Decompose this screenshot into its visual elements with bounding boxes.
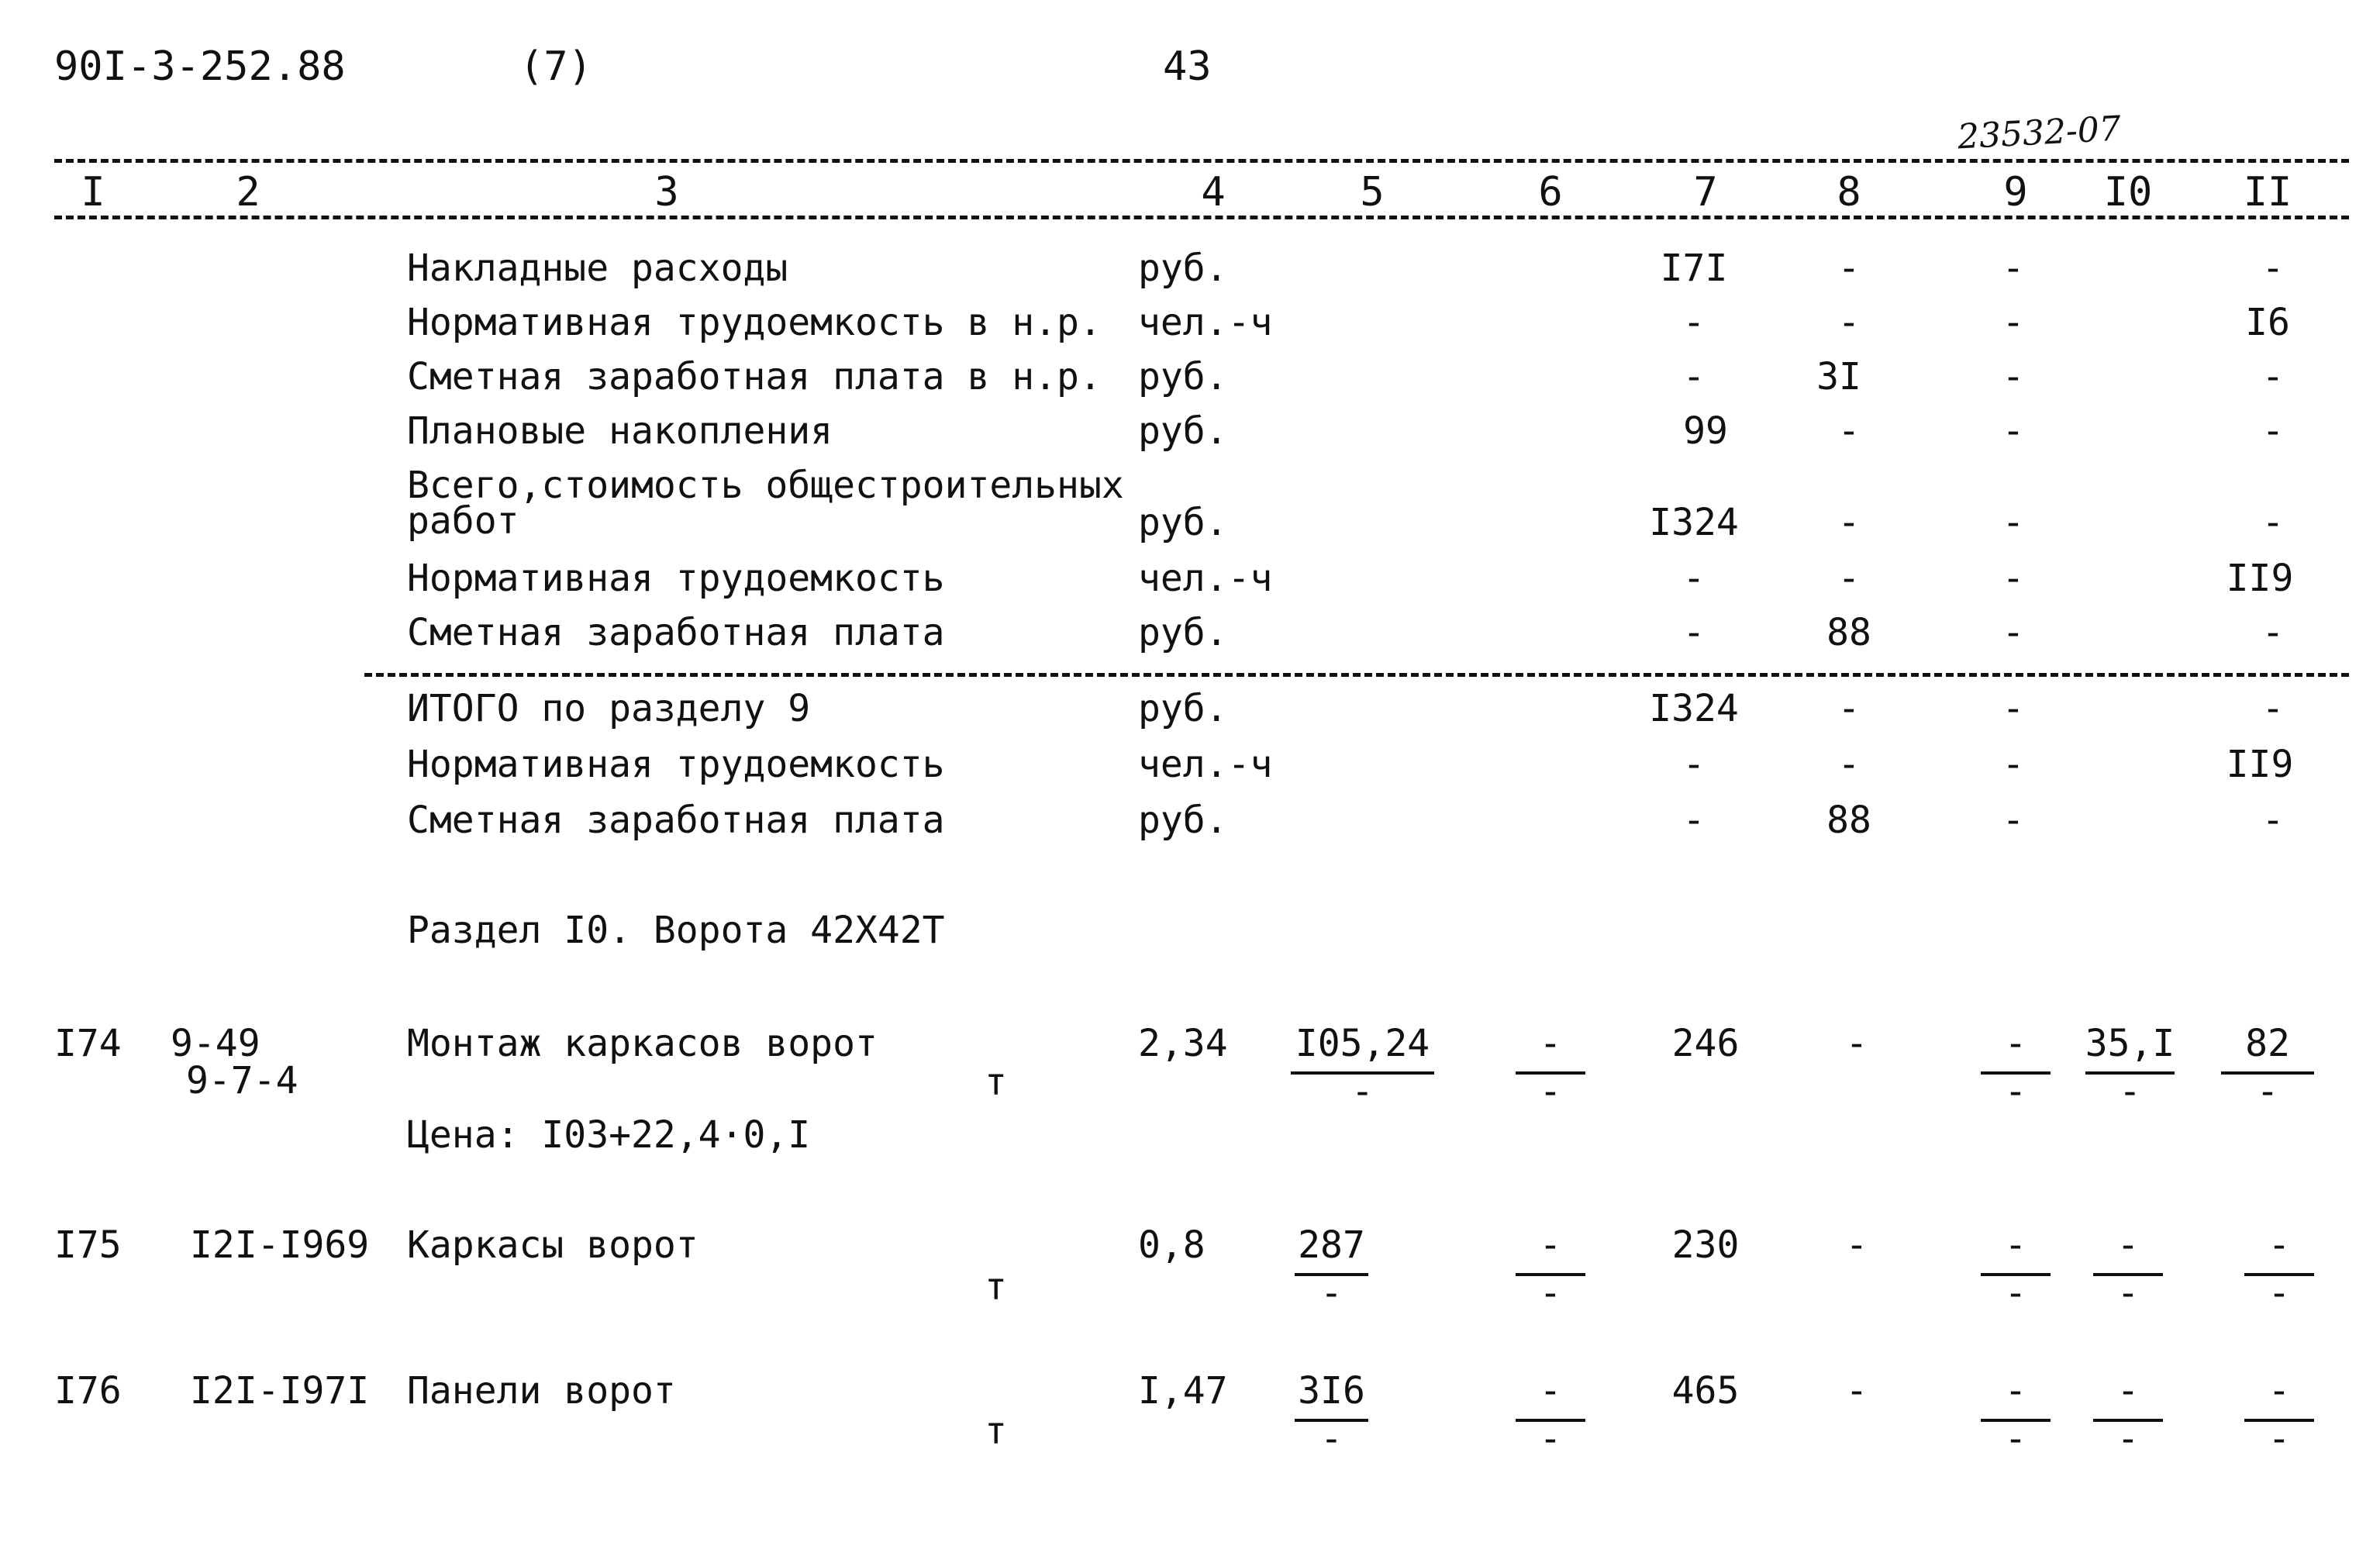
col11-value: - [2261,501,2285,544]
col11-value: - [2261,409,2285,453]
total-unit: чел.-ч [1138,743,1273,786]
item-quantity: 2,34 [1138,1022,1228,1065]
column-number-5: 5 [1360,169,1385,216]
document-code: 90I-3-252.88 [54,43,346,90]
item-code: I2I-I97I [190,1369,370,1413]
column-number-4: 4 [1201,169,1226,216]
price-note: Цена: I03+22,4·0,I [407,1113,811,1157]
col11-value: II9 [2226,557,2294,600]
col8-value: - [1845,1022,1868,1065]
col7-value: I324 [1649,687,1739,730]
item-code-secondary: 9-7-4 [186,1059,298,1102]
col7-value: - [1682,355,1706,398]
section-title: Раздел I0. Ворота 42Х42Т [407,909,945,952]
col9-value: - [2002,355,2025,398]
total-name: ИТОГО по разделу 9 [407,687,811,730]
column-number-10: I0 [2103,169,2153,216]
handwritten-number: 23532-07 [1956,109,2122,157]
col7-value: - [1682,301,1706,344]
col7-value: I324 [1649,501,1739,544]
col11-value: I6 [2245,301,2290,344]
item-name: Каркасы ворот [407,1223,698,1267]
total-unit: руб. [1138,687,1228,730]
row-name-line1: Всего,стоимость общестроительных [407,464,1124,507]
row-name: Сметная заработная плата [407,611,945,654]
column-number-11: II [2243,169,2292,216]
row-name: Плановые накопления [407,409,833,453]
item-unit: т [985,1061,1007,1104]
item-unit: т [985,1409,1007,1453]
row-unit: руб. [1138,501,1228,544]
item-name: Монтаж каркасов ворот [407,1022,878,1065]
col9-value: - [2002,409,2025,453]
col8-value: 88 [1826,799,1871,842]
item-number: I74 [54,1022,122,1065]
col7-value: 230 [1671,1223,1740,1267]
col7-value: - [1682,799,1706,842]
col7-value: - [1682,743,1706,786]
row-name: Сметная заработная плата в н.р. [407,355,1102,398]
total-name: Сметная заработная плата [407,799,945,842]
header-top-rule [54,159,2349,163]
col8-value: 3I [1816,355,1861,398]
row-unit: чел.-ч [1138,557,1273,600]
col9-value: - [2002,743,2025,786]
col8-value: - [1845,1369,1868,1413]
col9-value: - [2002,501,2025,544]
item-number: I76 [54,1369,122,1413]
row-unit: руб. [1138,409,1228,453]
column-number-2: 2 [236,169,260,216]
col9-value: - [2002,687,2025,730]
col8-value: - [1837,557,1861,600]
col8-value: - [1837,743,1861,786]
col8-value: - [1837,301,1861,344]
col11-value: - [2261,247,2285,290]
row-unit: руб. [1138,247,1228,290]
col9-value: - [2002,301,2025,344]
col11-value: - [2261,355,2285,398]
col9-value: - [2002,799,2025,842]
col9-value: - [2002,611,2025,654]
header-bottom-rule [54,216,2349,219]
col11-value: - [2261,611,2285,654]
item-number: I75 [54,1223,122,1267]
column-number-7: 7 [1693,169,1718,216]
column-number-1: I [81,169,105,216]
col8-value: - [1837,247,1861,290]
section-divider-rule [364,673,2349,677]
row-unit: чел.-ч [1138,301,1273,344]
col8-value: - [1845,1223,1868,1267]
total-name: Нормативная трудоемкость [407,743,945,786]
sheet-number: (7) [519,43,592,90]
total-unit: руб. [1138,799,1228,842]
column-number-9: 9 [2003,169,2028,216]
column-number-3: 3 [654,169,679,216]
col8-value: - [1837,501,1861,544]
item-quantity: 0,8 [1138,1223,1206,1267]
col7-value: - [1682,611,1706,654]
col7-value: I7I [1660,247,1728,290]
col8-value: 88 [1826,611,1871,654]
col7-value: - [1682,557,1706,600]
col9-value: - [2002,247,2025,290]
col7-value: 246 [1671,1022,1740,1065]
item-quantity: I,47 [1138,1369,1228,1413]
document-page: 90I-3-252.88 (7) 43 23532-07 I 2 3 4 5 6 7 8 9 I0 II Накладные расходы руб. I7I - - - Нормативная трудоемкость в н.р. чел.-ч - - - I6 Сметная заработная плата в н.р. руб. - 3I - - Плановые накопления руб. 99 - - - Всего,стоимость общестроительных работ руб. I324 - - - Нормативная трудоемкость чел.-ч - - - II9 Сметная заработная плата руб. - 88 - - ИТОГО по разделу 9 руб. I324 - - - Нормативная трудоемкость чел.-ч - - - II9 Сметная заработная плата руб. - 88 - - Раздел I0. Ворота 42Х42Т I74 9-49 9-7-4 Монтаж каркасов ворот т 2,34 I05,24 - - - 246 - - - 35,I - 82 - Цена: I03+22,4·0,I I75 I2I-I969 Каркасы ворот т 0,8 287 - - - 230 - - - - - - - I76 I2I-I97I Панели ворот т I,47 3I6 - - - 465 - - - - - - - [0,0,2380,1556]
col8-value: - [1837,409,1861,453]
column-number-8: 8 [1837,169,1861,216]
col11-value: II9 [2226,743,2294,786]
col11-value: - [2261,799,2285,842]
row-name: Нормативная трудоемкость в н.р. [407,301,1102,344]
col11-value: - [2261,687,2285,730]
row-name: Нормативная трудоемкость [407,557,945,600]
item-code: 9-49 [171,1022,260,1065]
col7-value: 465 [1671,1369,1740,1413]
page-number: 43 [1163,43,1212,90]
col9-value: - [2002,557,2025,600]
item-code: I2I-I969 [190,1223,370,1267]
item-name: Панели ворот [407,1369,676,1413]
row-name: Накладные расходы [407,247,788,290]
col8-value: - [1837,687,1861,730]
column-number-6: 6 [1538,169,1563,216]
item-unit: т [985,1265,1007,1309]
row-unit: руб. [1138,355,1228,398]
row-unit: руб. [1138,611,1228,654]
col7-value: 99 [1683,409,1728,453]
row-name-line2: работ [407,499,519,543]
